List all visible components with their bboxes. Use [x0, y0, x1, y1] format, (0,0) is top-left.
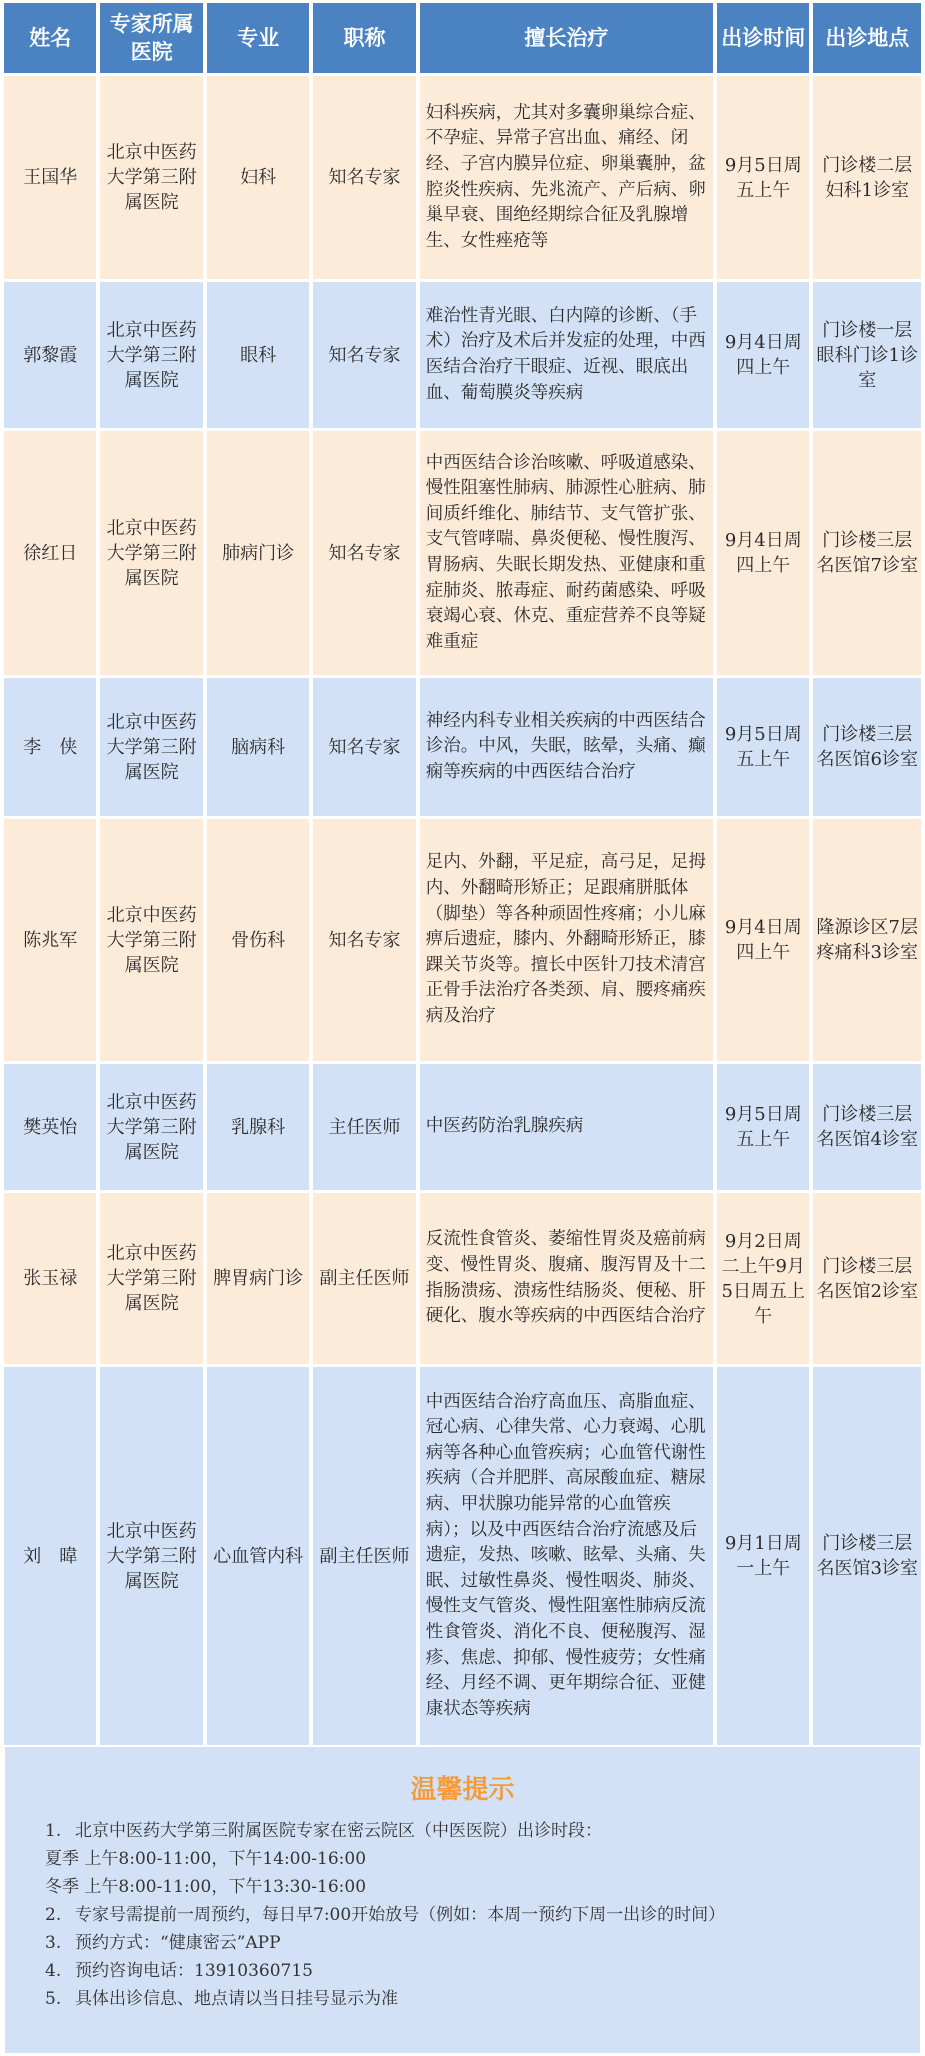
tips-list: [45, 1817, 900, 2013]
expert-specialty: 乳腺科: [207, 1064, 309, 1190]
expert-title: 知名专家: [313, 431, 415, 675]
expert-expertise: 中西医结合诊治咳嗽、呼吸道感染、慢性阻塞性肺病、肺源性心脏病、肺间质纤维化、肺结节、支气管扩张、支气管哮喘、鼻炎便秘、慢性腹泻、胃肠病、失眠长期发热、亚健康和重症肺炎、脓毒症、耐药菌感染、呼吸衰竭心衰、休克、重症营养不良等疑难重症: [420, 431, 713, 675]
tip-number: 2.: [45, 1905, 62, 1925]
tip-number: 1.: [45, 1821, 62, 1841]
tip-item: [45, 1901, 900, 1929]
expert-location: 门诊楼二层妇科1诊室: [813, 76, 921, 279]
expert-time: 9月4日周四上午: [717, 282, 809, 428]
expert-location: 门诊楼三层名医馆2诊室: [813, 1193, 921, 1364]
expert-expertise: 反流性食管炎、萎缩性胃炎及癌前病变、慢性胃炎、腹痛、腹泻胃及十二指肠溃疡、溃疡性结肠炎、便秘、肝硬化、腹水等疾病的中西医结合治疗: [420, 1193, 713, 1364]
tip-text: 具体出诊信息、地点请以当日挂号显示为准: [75, 1989, 398, 2009]
expert-location: 门诊楼一层眼科门诊1诊室: [813, 282, 921, 428]
expert-title: 副主任医师: [313, 1193, 415, 1364]
table-row: [4, 76, 921, 279]
expert-time: 9月1日周一上午: [717, 1367, 809, 1745]
expert-time: 9月4日周四上午: [717, 819, 809, 1061]
expert-location: 门诊楼三层名医馆3诊室: [813, 1367, 921, 1745]
expert-expertise: 足内、外翻，平足症，高弓足，足拇内、外翻畸形矫正；足跟痛胼胝体（脚垫）等各种顽固性疼痛；小儿麻痹后遗症，膝内、外翻畸形矫正，膝踝关节炎等。擅长中医针刀技术清宫正骨手法治疗各类颈、肩、腰疼痛疾病及治疗: [420, 819, 713, 1061]
expert-location: 门诊楼三层名医馆4诊室: [813, 1064, 921, 1190]
expert-hospital: 北京中医药大学第三附属医院: [100, 819, 202, 1061]
tip-text: 预约方式：“健康密云”APP: [75, 1933, 281, 1953]
tip-text: 冬季 上午8:00-11:00，下午13:30-16:00: [45, 1877, 367, 1897]
expert-name: 徐红日: [4, 431, 96, 675]
expert-hospital: 北京中医药大学第三附属医院: [100, 76, 202, 279]
expert-location: 门诊楼三层名医馆6诊室: [813, 678, 921, 816]
tip-item: [45, 1985, 900, 2013]
table-row: [4, 282, 921, 428]
table-row: [4, 678, 921, 816]
expert-specialty: 脑病科: [207, 678, 309, 816]
header-expertise: 擅长治疗: [420, 3, 713, 73]
expert-specialty: 肺病门诊: [207, 431, 309, 675]
tip-text: 专家号需提前一周预约，每日早7:00开始放号（例如：本周一预约下周一出诊的时间）: [75, 1905, 726, 1925]
expert-title: 知名专家: [313, 282, 415, 428]
expert-location: 门诊楼三层名医馆7诊室: [813, 431, 921, 675]
expert-title: 知名专家: [313, 678, 415, 816]
tip-item: [45, 1929, 900, 1957]
expert-specialty: 心血管内科: [207, 1367, 309, 1745]
header-specialty: 专业: [207, 3, 309, 73]
tip-number: 3.: [45, 1933, 62, 1953]
header-name: 姓名: [4, 3, 96, 73]
expert-title: 副主任医师: [313, 1367, 415, 1745]
table-row: [4, 431, 921, 675]
tip-item-sub: [45, 1873, 900, 1901]
expert-expertise: 中西医结合治疗高血压、高脂血症、冠心病、心律失常、心力衰竭、心肌病等各种心血管疾病；心血管代谢性疾病（合并肥胖、高尿酸血症、糖尿病、甲状腺功能异常的心血管疾病）；以及中西医结合治疗流感及后遗症，发热、咳嗽、眩晕、头痛、失眠、过敏性鼻炎、慢性咽炎、肺炎、慢性支气管炎、慢性阻塞性肺病反流性食管炎、消化不良、便秘腹泻、湿疹、焦虑、抑郁、慢性疲劳；女性痛经、月经不调、更年期综合征、亚健康状态等疾病: [420, 1367, 713, 1745]
expert-time: 9月5日周五上午: [717, 76, 809, 279]
expert-hospital: 北京中医药大学第三附属医院: [100, 431, 202, 675]
expert-specialty: 脾胃病门诊: [207, 1193, 309, 1364]
expert-name: 李 侠: [4, 678, 96, 816]
table-row: [4, 1367, 921, 1745]
tip-item-sub: [45, 1845, 900, 1873]
expert-hospital: 北京中医药大学第三附属医院: [100, 1193, 202, 1364]
expert-title: 知名专家: [313, 819, 415, 1061]
table-row: [4, 1064, 921, 1190]
expert-specialty: 眼科: [207, 282, 309, 428]
expert-time: 9月5日周五上午: [717, 678, 809, 816]
expert-hospital: 北京中医药大学第三附属医院: [100, 678, 202, 816]
expert-name: 王国华: [4, 76, 96, 279]
expert-hospital: 北京中医药大学第三附属医院: [100, 1064, 202, 1190]
header-title: 职称: [313, 3, 415, 73]
header-time: 出诊时间: [717, 3, 809, 73]
expert-expertise: 难治性青光眼、白内障的诊断、（手术）治疗及术后并发症的处理，中西医结合治疗干眼症、近视、眼底出血、葡萄膜炎等疾病: [420, 282, 713, 428]
header-hospital: 专家所属医院: [100, 3, 202, 73]
expert-name: 樊英怡: [4, 1064, 96, 1190]
expert-name: 郭黎霞: [4, 282, 96, 428]
expert-hospital: 北京中医药大学第三附属医院: [100, 282, 202, 428]
expert-time: 9月2日周二上午9月5日周五上午: [717, 1193, 809, 1364]
expert-name: 刘 暐: [4, 1367, 96, 1745]
expert-location: 隆源诊区7层疼痛科3诊室: [813, 819, 921, 1061]
expert-hospital: 北京中医药大学第三附属医院: [100, 1367, 202, 1745]
tips-panel: [5, 1747, 920, 2053]
table-row: [4, 819, 921, 1061]
tip-text: 夏季 上午8:00-11:00，下午14:00-16:00: [45, 1849, 367, 1869]
expert-name: 陈兆军: [4, 819, 96, 1061]
expert-specialty: 骨伤科: [207, 819, 309, 1061]
expert-specialty: 妇科: [207, 76, 309, 279]
tip-item: [45, 1957, 900, 1985]
expert-expertise: 妇科疾病，尤其对多囊卵巢综合症、不孕症、异常子宫出血、痛经、闭经、子宫内膜异位症、卵巢囊肿，盆腔炎性疾病、先兆流产、产后病、卵巢早衰、围绝经期综合征及乳腺增生、女性痤疮等: [420, 76, 713, 279]
expert-name: 张玉禄: [4, 1193, 96, 1364]
expert-expertise: 神经内科专业相关疾病的中西医结合诊治。中风，失眠，眩晕，头痛、癫痫等疾病的中西医结合治疗: [420, 678, 713, 816]
tip-text: 北京中医药大学第三附属医院专家在密云院区（中医医院）出诊时段：: [75, 1821, 602, 1841]
expert-title: 知名专家: [313, 76, 415, 279]
tip-number: 5.: [45, 1989, 62, 2009]
table-row: [4, 1193, 921, 1364]
tip-text: 预约咨询电话：13910360715: [75, 1961, 313, 1981]
expert-expertise: 中医药防治乳腺疾病: [420, 1064, 713, 1190]
expert-time: 9月5日周五上午: [717, 1064, 809, 1190]
expert-title: 主任医师: [313, 1064, 415, 1190]
expert-time: 9月4日周四上午: [717, 431, 809, 675]
tip-number: 4.: [45, 1961, 62, 1981]
tip-item: [45, 1817, 900, 1845]
table-header-row: [4, 3, 921, 73]
header-location: 出诊地点: [813, 3, 921, 73]
tips-title: 温馨提示: [410, 1775, 515, 1805]
